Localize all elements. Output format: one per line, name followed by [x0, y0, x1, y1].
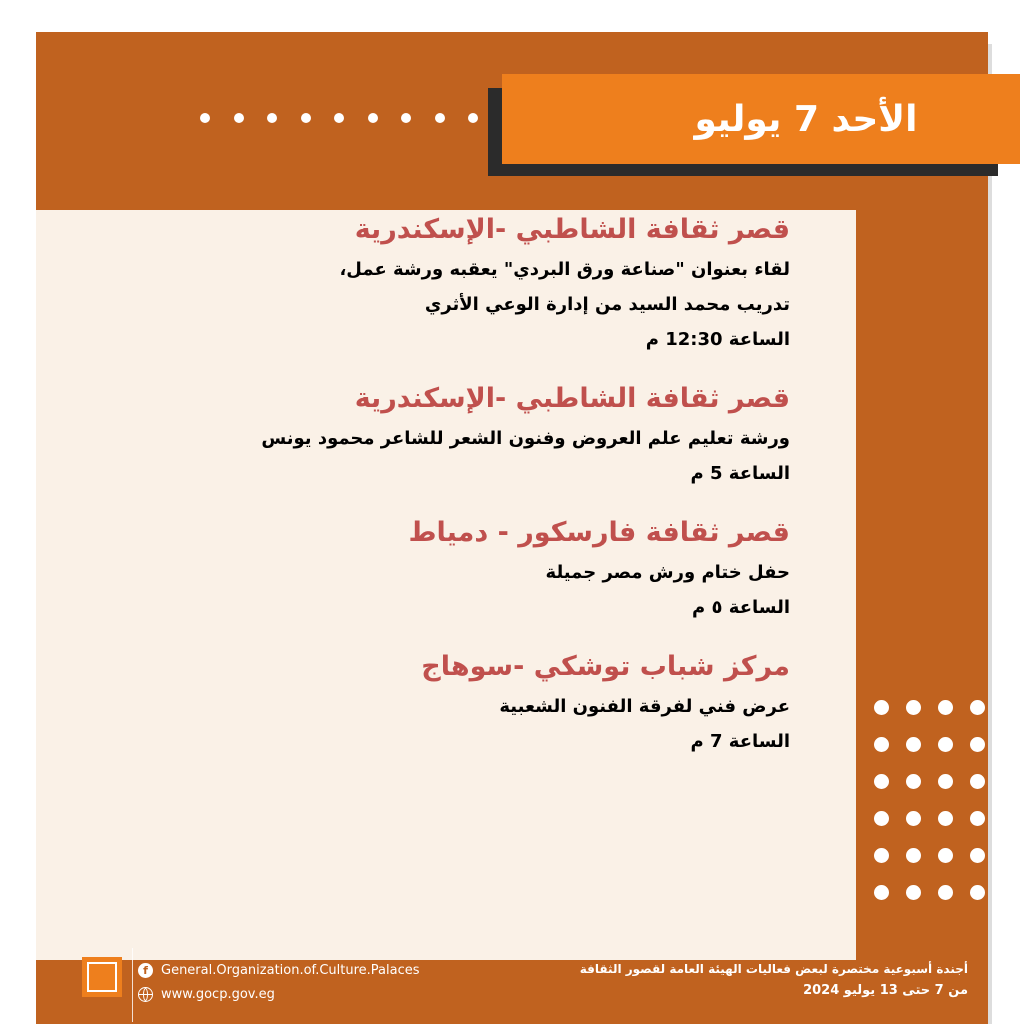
decor-dot	[970, 774, 985, 789]
event-time: الساعة 7 م	[690, 731, 790, 752]
website-url[interactable]: www.gocp.gov.eg	[161, 986, 275, 1002]
date-banner	[502, 74, 1020, 164]
event-time: الساعة 12:30 م	[645, 329, 790, 350]
decor-dot	[906, 885, 921, 900]
website-link[interactable]	[138, 982, 420, 1006]
decor-dot	[938, 774, 953, 789]
decor-dot	[906, 848, 921, 863]
frame-shadow	[988, 44, 992, 1024]
decor-dot	[874, 737, 889, 752]
globe-icon	[138, 987, 153, 1002]
footer	[36, 928, 988, 1024]
decor-dot	[301, 113, 311, 123]
event-venue: مركز شباب توشكي -سوهاج	[421, 651, 790, 682]
decor-dot	[874, 700, 889, 715]
decor-dot	[938, 848, 953, 863]
agenda-caption	[580, 958, 968, 1002]
event-venue: قصر ثقافة فارسكور - دمياط	[408, 517, 790, 548]
decor-dot	[970, 848, 985, 863]
decor-dot	[334, 113, 344, 123]
decor-dot	[200, 113, 210, 123]
decor-dot	[970, 700, 985, 715]
social-links	[138, 958, 420, 1006]
decor-dot	[234, 113, 244, 123]
footer-divider	[132, 948, 133, 1022]
decor-dot	[906, 811, 921, 826]
agenda-line-1: أجندة أسبوعية مختصرة لبعض فعاليات الهيئة العامة لقصور الثقافة	[579, 962, 968, 976]
decor-dot	[938, 885, 953, 900]
event-description: حفل ختام ورش مصر جميلة	[545, 562, 790, 583]
decor-dot	[906, 737, 921, 752]
logo-mark-icon	[87, 962, 117, 992]
event-time: الساعة 5 م	[690, 463, 790, 484]
decor-dot	[468, 113, 478, 123]
decor-dot	[874, 774, 889, 789]
decor-dot	[368, 113, 378, 123]
event-time: الساعة ٥ م	[692, 597, 790, 618]
date-title: الأحد 7 يوليو	[694, 98, 918, 140]
facebook-handle[interactable]: General.Organization.of.Culture.Palaces	[161, 962, 420, 978]
organization-logo	[82, 957, 122, 997]
events-list	[160, 208, 790, 779]
event-venue: قصر ثقافة الشاطبي -الإسكندرية	[354, 383, 790, 414]
event-description: لقاء بعنوان "صناعة ورق البردي" يعقبه ورشة عمل،	[339, 259, 790, 280]
event-item	[160, 511, 790, 625]
decor-dot	[938, 737, 953, 752]
event-description: ورشة تعليم علم العروض وفنون الشعر للشاعر محمود يونس	[261, 428, 790, 449]
event-item	[160, 377, 790, 491]
decor-dot	[970, 737, 985, 752]
decor-dot	[267, 113, 277, 123]
event-description: عرض فني لفرقة الفنون الشعبية	[499, 696, 790, 717]
decor-dot	[874, 811, 889, 826]
decor-dot	[401, 113, 411, 123]
decorative-dot-grid	[874, 700, 985, 900]
event-item	[160, 645, 790, 759]
decor-dot	[874, 885, 889, 900]
decor-dot	[970, 885, 985, 900]
agenda-line-2: من 7 حتى 13 يوليو 2024	[803, 983, 968, 998]
event-venue: قصر ثقافة الشاطبي -الإسكندرية	[354, 214, 790, 245]
event-item	[160, 208, 790, 357]
decor-dot	[938, 811, 953, 826]
decor-dot	[970, 811, 985, 826]
decor-dot	[435, 113, 445, 123]
decor-dot	[874, 848, 889, 863]
decor-dot	[906, 700, 921, 715]
decor-dot	[906, 774, 921, 789]
event-description: تدريب محمد السيد من إدارة الوعي الأثري	[424, 294, 790, 315]
decor-dot	[938, 700, 953, 715]
facebook-icon: f	[138, 963, 153, 978]
facebook-link[interactable]	[138, 958, 420, 982]
